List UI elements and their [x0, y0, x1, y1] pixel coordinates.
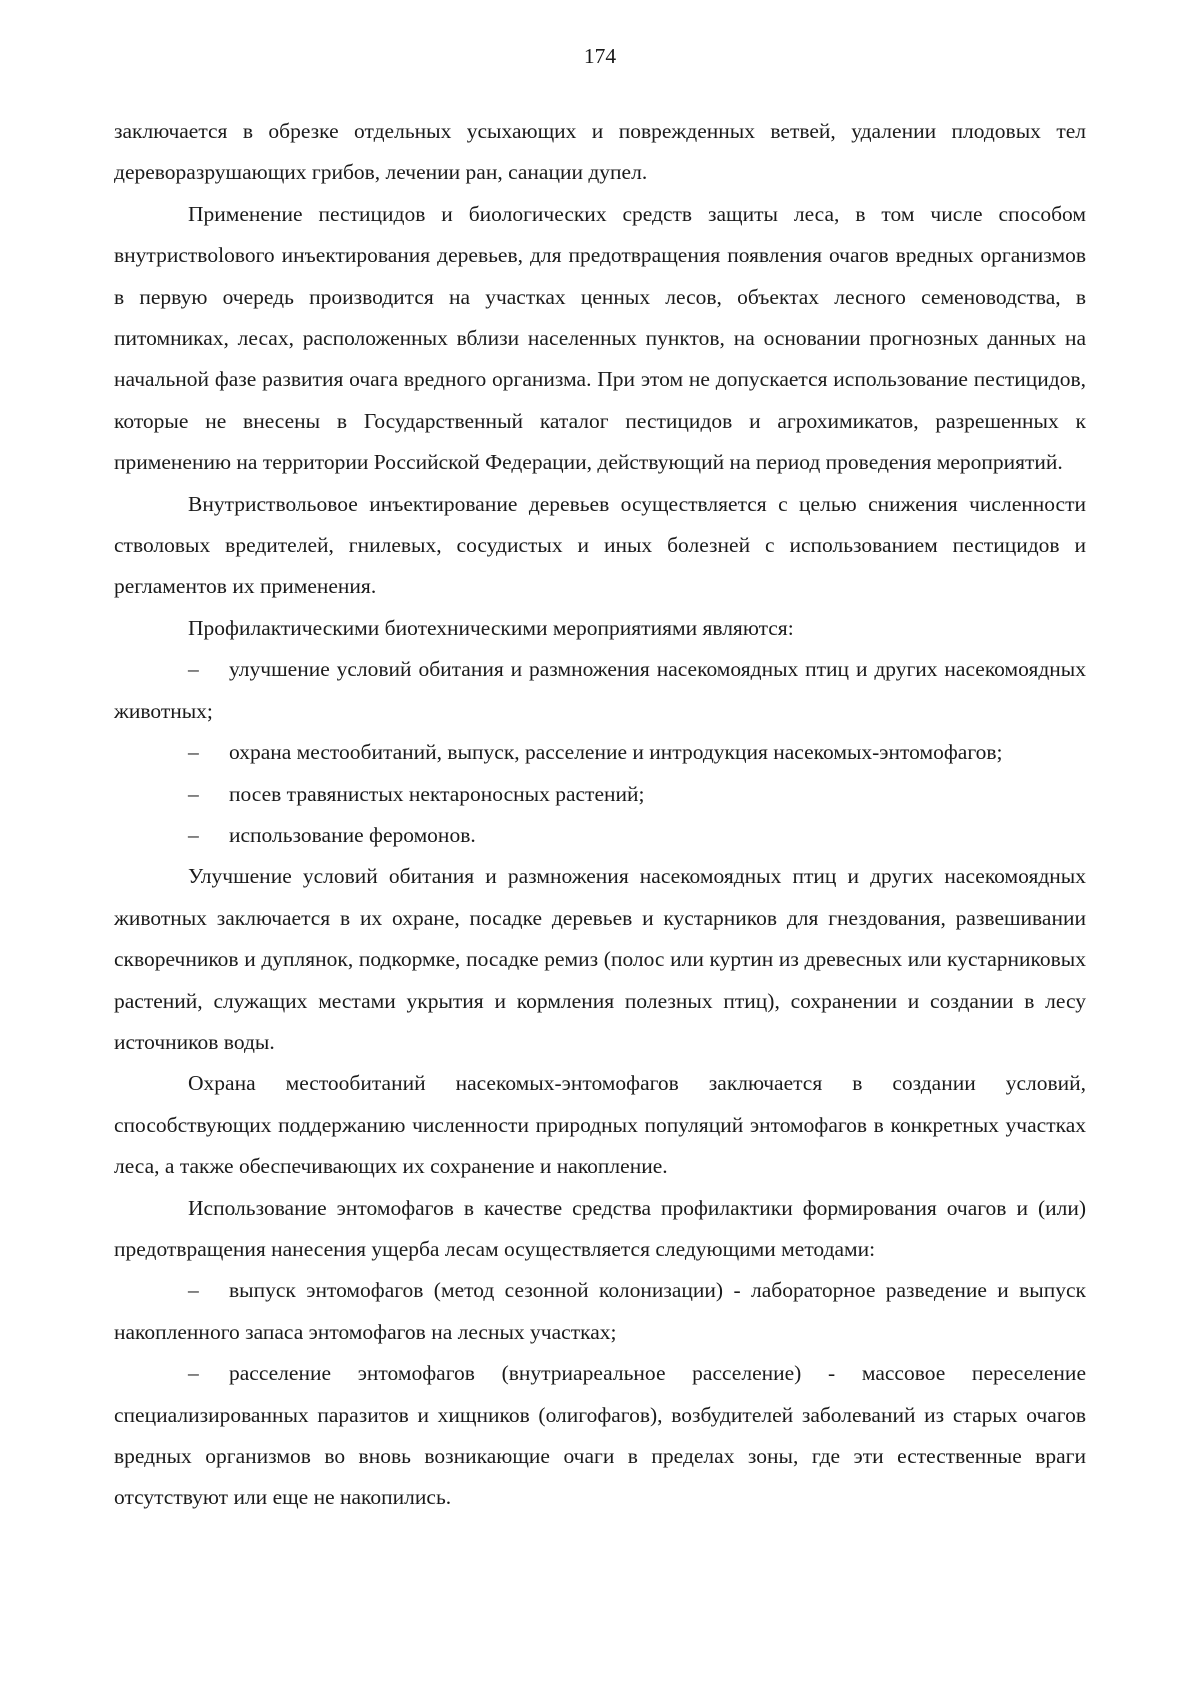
paragraph-continuation: заключается в обрезке отдельных усыхающих и поврежденных ветвей, удалении плодовых тел дереворазрушающих грибов, лечении ран, санации дупел.: [114, 119, 1086, 185]
dash-marker: –: [188, 740, 199, 765]
paragraph-pesticides: Применение пестицидов и биологических средств защиты леса, в том числе способом внутриствolового инъектирования деревьев, для предотвращения появления очагов вредных организмов в первую очередь производится на участках ценных лесов, объектах лесного семеноводства, в питомниках, лесах, расположенных вблизи населенных пунктов, на основании прогнозных данных на начальной фазе развития очага вредного организма. При этом не допускается использование пестицидов, которые не внесены в Государственный каталог пестицидов и агрохимикатов, разрешенных к применению на территории Российской Федерации, действующий на период проведения мероприятий.: [114, 201, 1086, 475]
list-item-birds: [114, 649, 1086, 732]
list-item-pheromones: [114, 815, 1086, 856]
dash-marker: –: [188, 1361, 199, 1386]
paragraph-biotech-intro: Профилактическими биотехническими мероприятиями являются:: [188, 615, 794, 640]
list-item-resettlement: [114, 1353, 1086, 1519]
list-item-habitat: [114, 732, 1086, 773]
dash-marker: –: [188, 657, 199, 682]
paragraph-injection: Внутриствольовое инъектирование деревьев осуществляется с целью снижения численности стволовых вредителей, гнилевых, сосудистых и иных болезней с использованием пестицидов и регламентов их применения.: [114, 491, 1086, 599]
paragraph-entomophages-methods: Использование энтомофагов в качестве средства профилактики формирования очагов и (или) предотвращения нанесения ущерба лесам осуществляется следующими методами:: [114, 1195, 1086, 1261]
list-item-text: посев травянистых нектароносных растений;: [229, 781, 645, 806]
page-number: 174: [583, 44, 617, 68]
paragraph-birds-detail: Улучшение условий обитания и размножения насекомоядных птиц и других насекомоядных животных заключается в их охране, посадке деревьев и кустарников для гнездования, развешивании скворечников и дуплянок, подкормке, посадке ремиз (полос или куртин из древесных или кустарниковых растений, служащих местами укрытия и кормления полезных птиц), сохранении и создании в лесу источников воды.: [114, 864, 1086, 1054]
dash-marker: –: [188, 1278, 199, 1303]
list-item-text: расселение энтомофагов (внутриареальное расселение) - массовое переселение специализированных паразитов и хищников (олигофагов), возбудителей заболеваний из старых очагов вредных организмов во вновь возникающие очаги в пределах зоны, где эти естественные враги отсутствуют или еще не накопились.: [114, 1361, 1086, 1510]
dash-marker: –: [188, 822, 199, 847]
paragraph-habitat-detail: Охрана местообитаний насекомых-энтомофагов заключается в создании условий, способствующих поддержанию численности природных популяций энтомофагов в конкретных участках леса, а также обеспечивающих их сохранение и накопление.: [114, 1071, 1086, 1179]
list-item-text: улучшение условий обитания и размножения насекомоядных птиц и других насекомоядных животных;: [114, 657, 1086, 723]
list-item-text: охрана местообитаний, выпуск, расселение и интродукция насекомых-энтомофагов;: [229, 740, 1003, 765]
dash-marker: –: [188, 781, 199, 806]
list-item-release: [114, 1270, 1086, 1353]
list-item-text: использование феромонов.: [229, 822, 476, 847]
list-item-text: выпуск энтомофагов (метод сезонной колонизации) - лабораторное разведение и выпуск накопленного запаса энтомофагов на лесных участках;: [114, 1278, 1086, 1344]
body-text: [114, 111, 1086, 1519]
list-item-sowing: [114, 774, 1086, 815]
